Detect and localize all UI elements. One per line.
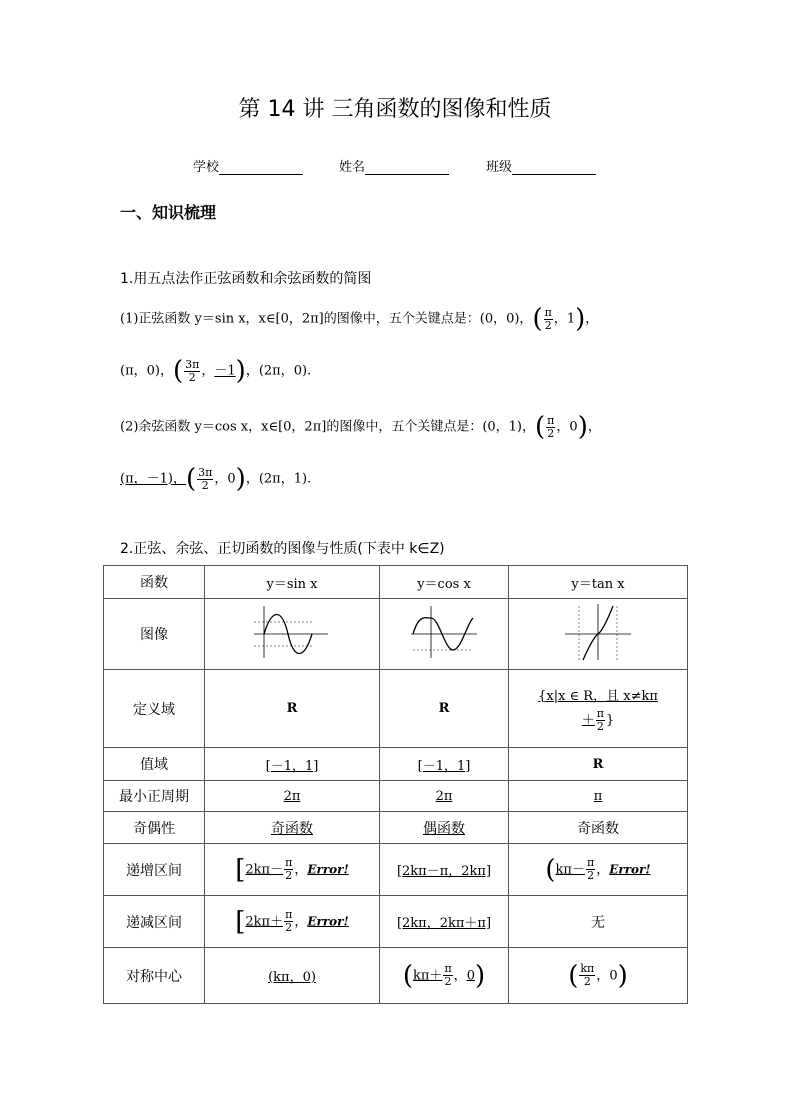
cosine-keypoints-line2: (π，－1)，( $\frac{3\pi}{2}$ ，0)，(2π，1). — [120, 464, 312, 494]
sin-period: 2π — [205, 781, 380, 812]
cos-graph — [380, 599, 509, 670]
row-label-range: 值域 — [104, 748, 205, 781]
cos-range: [－1，1] — [380, 748, 509, 781]
header-tan: y＝tan x — [509, 566, 688, 599]
page-title: 第 14 讲 三角函数的图像和性质 — [238, 97, 552, 122]
tan-period: π — [509, 781, 688, 812]
trig-properties-table — [103, 565, 688, 1004]
tan-symmetry-center: ( $\frac{k\pi}{2}$ ，0) — [509, 948, 688, 1004]
header-cos: y＝cos x — [380, 566, 509, 599]
row-label-decreasing: 递减区间 — [104, 896, 205, 948]
tan-domain: {x|x ∈ R，且 x≠kπ ＋ $\frac{\pi}{2}$ } — [509, 670, 688, 748]
row-label-increasing: 递增区间 — [104, 844, 205, 896]
header-function: 函数 — [104, 566, 205, 599]
section-heading: 一、知识梳理 — [120, 203, 217, 222]
cos-symmetry-center: (kπ＋ $\frac{\pi}{2}$ ，0) — [380, 948, 509, 1004]
cos-parity: 偶函数 — [380, 812, 509, 844]
cosine-curve-image — [409, 604, 479, 660]
sin-range: [－1，1] — [205, 748, 380, 781]
sin-parity: 奇函数 — [205, 812, 380, 844]
tan-increasing: (kπ－ $\frac{\pi}{2}$ ，Error! — [509, 844, 688, 896]
header-sin: y＝sin x — [205, 566, 380, 599]
subsection-heading-1: 1.用五点法作正弦函数和余弦函数的简图 — [120, 271, 372, 287]
sin-increasing: [2kπ－ $\frac{\pi}{2}$ ，Error! — [205, 844, 380, 896]
sine-keypoints-line1: (1)正弦函数 y＝sin x，x∈[0，2π]的图像中，五个关键点是：(0，0)，( $\frac{\pi}{2}$ ，1)， — [120, 304, 599, 334]
sin-symmetry-center: (kπ，0) — [205, 948, 380, 1004]
tan-graph — [509, 599, 688, 670]
name-field[interactable]: 姓名 — [339, 156, 449, 175]
tan-parity: 奇函数 — [509, 812, 688, 844]
row-label-domain: 定义域 — [104, 670, 205, 748]
row-label-period: 最小正周期 — [104, 781, 205, 812]
cos-increasing: [2kπ－π，2kπ] — [380, 844, 509, 896]
row-label-parity: 奇偶性 — [104, 812, 205, 844]
cos-domain: R — [380, 670, 509, 748]
class-field[interactable]: 班级 — [486, 156, 596, 175]
sin-domain: R — [205, 670, 380, 748]
sin-graph — [205, 599, 380, 670]
school-field[interactable]: 学校 — [193, 156, 303, 175]
cos-period: 2π — [380, 781, 509, 812]
tan-decreasing: 无 — [509, 896, 688, 948]
tan-range: R — [509, 748, 688, 781]
cos-decreasing: [2kπ，2kπ＋π] — [380, 896, 509, 948]
cosine-keypoints-line1: (2)余弦函数 y＝cos x，x∈[0，2π]的图像中，五个关键点是：(0，1)，( $\frac{\pi}{2}$ ，0)， — [120, 412, 601, 442]
row-label-graph: 图像 — [104, 599, 205, 670]
sine-keypoints-line2: (π，0)，( $\frac{3\pi}{2}$ ，－1)，(2π，0). — [120, 356, 312, 386]
subsection-heading-2: 2.正弦、余弦、正切函数的图像与性质(下表中 k∈Z) — [120, 541, 445, 557]
tangent-curve-image — [563, 602, 633, 662]
sine-curve-image — [252, 604, 332, 660]
sin-decreasing: [2kπ＋ $\frac{\pi}{2}$ ，Error! — [205, 896, 380, 948]
row-label-symmetry-center: 对称中心 — [104, 948, 205, 1004]
